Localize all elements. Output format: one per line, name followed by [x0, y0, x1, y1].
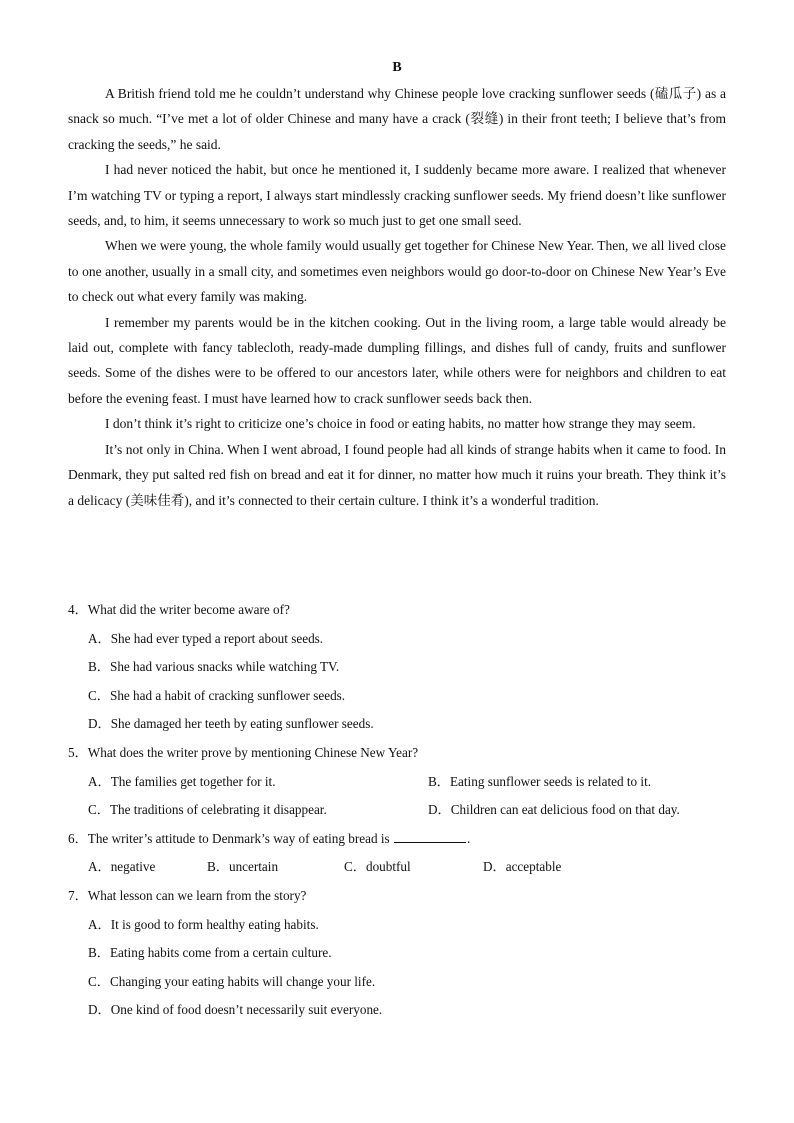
answer-option-c[interactable]: C．doubtful — [344, 859, 411, 875]
question-4 — [68, 596, 726, 739]
question-stem — [68, 825, 726, 854]
question-stem-text: 6．The writer’s attitude to Denmark’s way of eating bread is — [68, 830, 393, 846]
answer-option-a[interactable]: A．It is good to form healthy eating habits. — [88, 916, 319, 932]
question-stem: 5．What does the writer prove by mentioning Chinese New Year? — [68, 744, 419, 760]
answer-option-d[interactable]: D．Children can eat delicious food on that day. — [428, 802, 680, 818]
option-row — [68, 768, 726, 797]
answer-option-d[interactable]: D．One kind of food doesn’t necessarily suit everyone. — [88, 1002, 383, 1018]
passage-paragraph: A British friend told me he couldn’t understand why Chinese people love cracking sunflower seeds (磕瓜子) as a snack so much. “I’ve met a lot of older Chinese and many have a crack (裂缝) in their front teeth; I believe that’s from cracking the seeds,” he said. — [68, 86, 726, 152]
passage-paragraph: When we were young, the whole family would usually get together for Chinese New Year. Then, we all lived close to one another, usually in a small city, and sometimes even neighbors would go door-to-door on Chinese New Year’s Eve to check out what every family was making. — [68, 238, 726, 305]
answer-option-a[interactable]: A．The families get together for it. — [88, 773, 276, 789]
answer-option-a[interactable]: A．negative — [88, 859, 156, 875]
passage-paragraph: It’s not only in China. When I went abroad, I found people had all kinds of strange habits when it came to food. In Denmark, they put salted red fish on bread and eat it for dinner, no matter how much it ruins your breath. They think it’s a delicacy (美味佳肴), and it’s connected to their certain culture. I think it’s a wonderful tradition. — [68, 441, 726, 508]
question-stem: 7．What lesson can we learn from the story? — [68, 887, 307, 903]
answer-option-b[interactable]: B．Eating habits come from a certain culture. — [88, 945, 332, 961]
answer-option-c[interactable]: C．The traditions of celebrating it disappear. — [88, 802, 327, 818]
question-6 — [68, 825, 726, 882]
question-stem-end: . — [466, 830, 471, 846]
option-row — [68, 853, 726, 882]
question-5 — [68, 739, 726, 825]
answer-option-d[interactable]: D．acceptable — [483, 859, 562, 875]
reading-passage — [68, 81, 726, 513]
answer-blank — [394, 829, 466, 843]
passage-paragraph: I remember my parents would be in the kitchen cooking. Out in the living room, a large table would already be laid out, complete with fancy tablecloth, ready-made dumpling fillings, and dishes full of candy, fruits and sunflower seeds. Some of the dishes were to be offered to our ancestors later, while others were for neighbors and children to eat before the evening feast. I must have learned how to crack sunflower seeds back then. — [68, 314, 726, 406]
section-title: B — [392, 60, 402, 75]
answer-option-d[interactable]: D．She damaged her teeth by eating sunflower seeds. — [88, 716, 374, 732]
passage-paragraph: I don’t think it’s right to criticize one’s choice in food or eating habits, no matter how strange they may seem. — [105, 416, 696, 432]
question-stem: 4．What did the writer become aware of? — [68, 602, 290, 617]
answer-option-b[interactable]: B．She had various snacks while watching TV. — [88, 659, 340, 675]
question-7 — [68, 882, 726, 1025]
answer-option-b[interactable]: B．uncertain — [207, 859, 279, 875]
passage-paragraph: I had never noticed the habit, but once he mentioned it, I suddenly became more aware. I realized that whenever I’m watching TV or typing a report, I always start mindlessly cracking sunflower seeds. My friend doesn’t like sunflower seeds, and, to him, it seems unnecessary to work so much just to get one small seed. — [68, 162, 726, 229]
answer-option-b[interactable]: B．Eating sunflower seeds is related to it. — [428, 773, 652, 789]
question-list — [68, 596, 726, 1025]
answer-option-c[interactable]: C．Changing your eating habits will change your life. — [88, 973, 376, 989]
answer-option-a[interactable]: A．She had ever typed a report about seeds. — [88, 630, 324, 646]
answer-option-c[interactable]: C．She had a habit of cracking sunflower seeds. — [88, 687, 346, 703]
option-row — [68, 796, 726, 825]
